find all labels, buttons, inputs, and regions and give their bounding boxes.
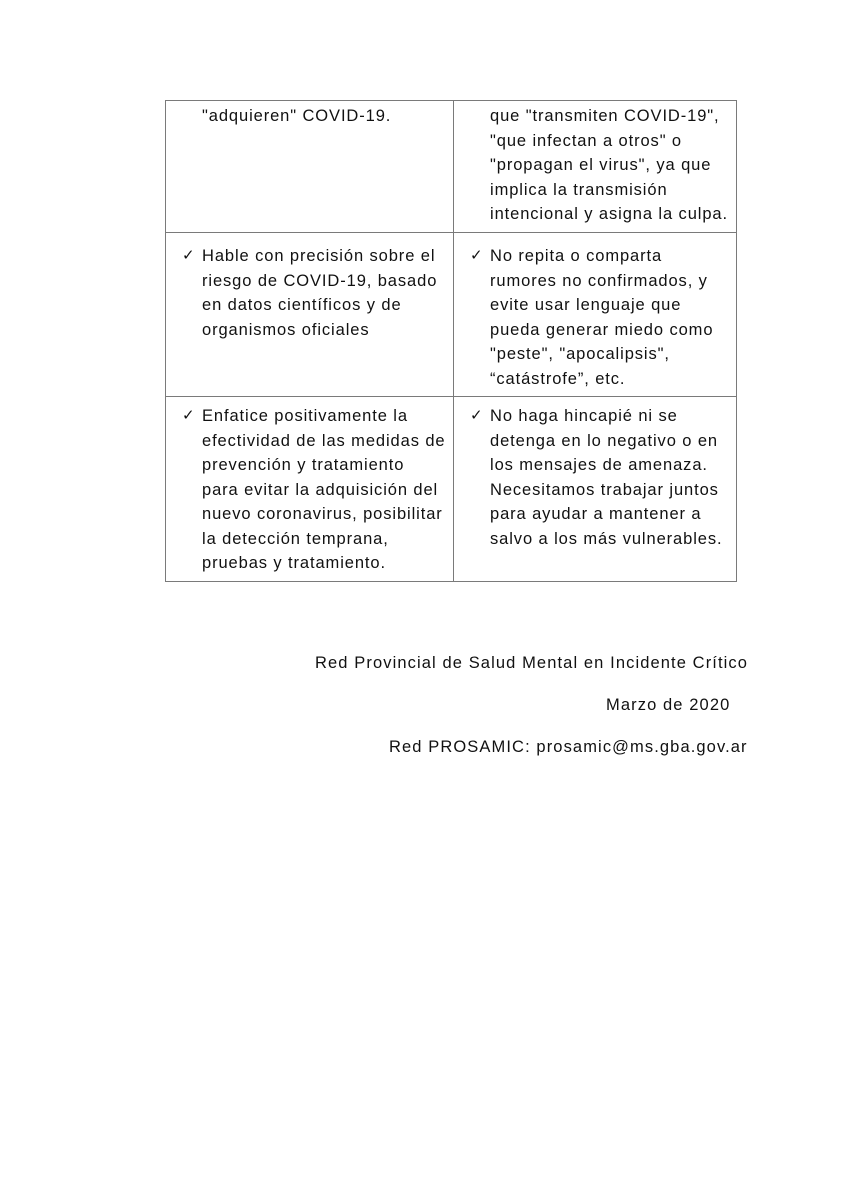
cell-text-line: implica la transmisión bbox=[490, 180, 668, 199]
cell-text-line: "propagan el virus", ya que bbox=[490, 156, 712, 174]
cell-text-line: que "transmiten COVID-19", bbox=[490, 107, 720, 125]
cell-text-line: evite usar lenguaje que bbox=[490, 296, 682, 314]
cell-text-line: riesgo de COVID-19, basado bbox=[202, 271, 438, 290]
checkmark-icon: ✓ bbox=[182, 247, 196, 264]
recommended-cell bbox=[166, 397, 454, 582]
cell-text-line: en datos científicos y de bbox=[202, 296, 402, 314]
cell-text-line: Enfatice positivamente la bbox=[202, 407, 408, 425]
cell-text-line: detenga en lo negativo o en bbox=[490, 431, 718, 450]
recommended-cell bbox=[166, 101, 454, 233]
cell-text-line: Hable con precisión sobre el bbox=[202, 247, 436, 265]
table-row bbox=[166, 397, 737, 582]
checkmark-icon: ✓ bbox=[470, 407, 484, 424]
cell-text-line: "adquieren" COVID-19. bbox=[202, 107, 392, 125]
cell-text-line: "peste", "apocalipsis", bbox=[490, 345, 670, 363]
cell-text-line: para evitar la adquisición del bbox=[202, 480, 439, 499]
cell-text-line: prevención y tratamiento bbox=[202, 456, 405, 474]
avoid-cell bbox=[454, 397, 737, 582]
cell-text-line: “catástrofe”, etc. bbox=[490, 369, 626, 388]
cell-text-line: pueda generar miedo como bbox=[490, 320, 714, 339]
table-row bbox=[166, 233, 737, 397]
cell-text-line: salvo a los más vulnerables. bbox=[490, 529, 723, 548]
cell-text-line: "que infectan a otros" o bbox=[490, 131, 683, 150]
checkmark-icon: ✓ bbox=[182, 407, 196, 424]
footer-contact: Red PROSAMIC: prosamic@ms.gba.gov.ar bbox=[389, 738, 748, 756]
footer-organization: Red Provincial de Salud Mental en Incidente Crítico bbox=[315, 654, 749, 672]
checkmark-icon: ✓ bbox=[470, 247, 484, 264]
cell-text-line: intencional y asigna la culpa. bbox=[490, 205, 728, 223]
cell-text-line: la detección temprana, bbox=[202, 529, 389, 548]
cell-text-line: nuevo coronavirus, posibilitar bbox=[202, 505, 443, 523]
cell-text-line: organismos oficiales bbox=[202, 320, 370, 339]
cell-text-line: efectividad de las medidas de bbox=[202, 431, 446, 450]
communication-guidelines-table bbox=[165, 100, 737, 582]
cell-text-line: para ayudar a mantener a bbox=[490, 505, 702, 523]
cell-text-line: rumores no confirmados, y bbox=[490, 271, 708, 290]
cell-text-line: No repita o comparta bbox=[490, 247, 663, 265]
cell-text-line: No haga hincapié ni se bbox=[490, 407, 678, 425]
cell-text-line: Necesitamos trabajar juntos bbox=[490, 480, 719, 499]
avoid-cell bbox=[454, 101, 737, 233]
avoid-cell bbox=[454, 233, 737, 397]
recommended-cell bbox=[166, 233, 454, 397]
table-row bbox=[166, 101, 737, 233]
footer-date: Marzo de 2020 bbox=[606, 696, 731, 714]
cell-text-line: pruebas y tratamiento. bbox=[202, 554, 386, 572]
cell-text-line: los mensajes de amenaza. bbox=[490, 456, 708, 474]
